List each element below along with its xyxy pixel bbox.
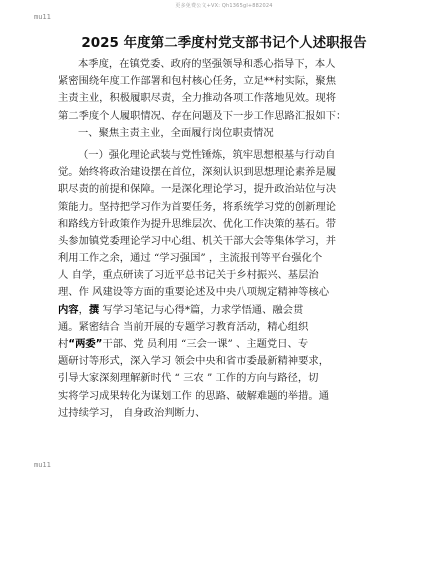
- document-title: 2025 年度第二季度村党支部书记个人述职报告: [81, 35, 367, 51]
- paragraph-line: 题研讨等形式，深入学习 领会中央和省市委最新精神要求，: [58, 355, 329, 368]
- paragraph-line: 职尽责的前提和保障。一是深化理论学习，提升政治站位与决: [58, 183, 337, 196]
- paragraph-line: 利用工作之余，通过 “学习强国” ，主流报刊等平台强化个: [58, 252, 323, 265]
- paragraph-line: 主责主业，积极履职尽责，全力推动各项工作落地见效。现将: [58, 92, 337, 105]
- paragraph-line: 觉。始终将政治建设摆在首位，深刻认识到思想理论素养是履: [58, 166, 337, 179]
- bold-term: “两委”: [68, 338, 103, 350]
- paragraph-line: 引导大家深刻理解新时代 “ 三农 ” 工作的方向与路径，切: [58, 372, 319, 385]
- paragraph-line: 头参加镇党委理论学习中心组、机关干部大会等集体学习，并: [58, 234, 337, 247]
- top-page-mark: mu11: [34, 13, 51, 21]
- paragraph-line: 村“两委”干部、党 员利用 “三会一课” 、主题党日、专: [58, 338, 309, 350]
- bold-term: 撰: [88, 303, 100, 316]
- bold-term: 内容: [58, 303, 79, 316]
- paragraph-line: 策能力。坚持把学习作为首要任务，将系统学习党的创新理论: [58, 200, 337, 213]
- paragraph-line: 和路线方针政策作为提升思维层次、优化工作决策的基石。带: [58, 217, 337, 230]
- paragraph-line: 通。紧密结合 当前开展的专题学习教育活动，精心组织: [58, 320, 309, 333]
- section-heading: 一、聚焦主责主业，全面履行岗位职责情况: [78, 126, 274, 139]
- paragraph-line: 内容，撰 写学习笔记与心得*篇，力求学悟通、融会贯: [58, 303, 304, 316]
- bottom-page-mark: mu11: [34, 461, 51, 469]
- paragraph-line: 过持续学习， 自身政治判断力、: [58, 406, 206, 419]
- paragraph-line: 本季度，在镇党委、政府的坚强领导和悉心指导下，本人: [78, 58, 336, 70]
- paragraph-line: 理、作 风建设等方面的重要论述及中央八项规定精神等核心: [58, 286, 329, 299]
- paragraph-line: 人 自学，重点研读了习近平总书记关于乡村振兴、基层治: [58, 269, 319, 282]
- paragraph-line: 实将学习成果转化为谋划工作 的思路、破解难题的举措。通: [58, 389, 329, 402]
- paragraph-line: 第二季度个人履职情况、存在问题及下一步工作思路汇报如下：: [58, 109, 347, 122]
- subsection-heading: （一）强化理论武装与党性锤炼，筑牢思想根基与行动自: [78, 148, 336, 161]
- document-body: [58, 56, 398, 422]
- paragraph-line: 紧密围绕年度工作部署和包村核心任务，立足**村实际，聚焦: [58, 75, 337, 88]
- top-watermark: 更多免费公文+VX: Qh1365gl+882024: [175, 3, 273, 9]
